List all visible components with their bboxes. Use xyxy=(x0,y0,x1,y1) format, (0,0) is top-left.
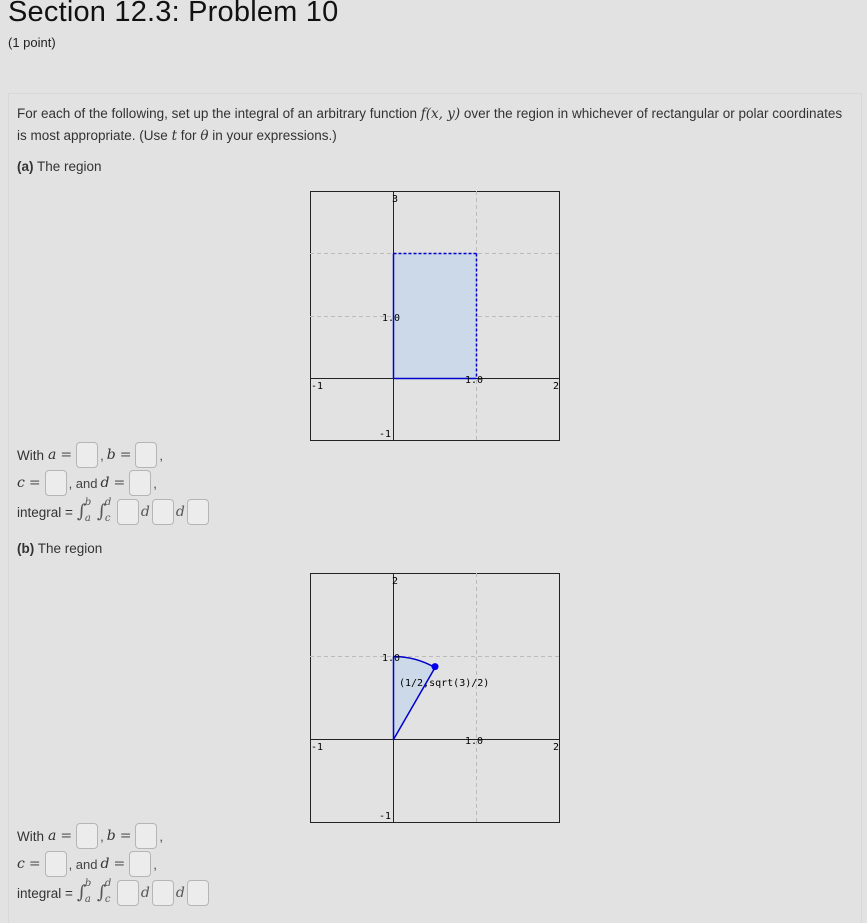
a-label-ymin: -1 xyxy=(379,429,392,440)
a-input-a[interactable] xyxy=(76,442,98,468)
intro-t-var: t xyxy=(171,128,178,144)
a-label-xmax: 2 xyxy=(553,381,560,392)
b-input-d[interactable] xyxy=(129,851,151,877)
a-input-diff-2[interactable] xyxy=(187,499,209,525)
a-label-ytop: 3 xyxy=(392,194,399,205)
a-var-d: d xyxy=(100,475,110,491)
b-var-b: b xyxy=(106,828,116,844)
page-title: Section 12.3: Problem 10 xyxy=(8,0,339,28)
a-label-xright: 1.0 xyxy=(465,375,484,386)
b-input-integrand[interactable] xyxy=(117,880,139,906)
b-and-text: , and xyxy=(68,856,98,872)
b-integral-label: integral = xyxy=(17,885,73,901)
b-diff-2: d xyxy=(175,885,185,901)
a-integral-label: integral = xyxy=(17,504,73,520)
part-a-row-ab: With a = , b = , xyxy=(17,442,166,468)
a-input-diff-1[interactable] xyxy=(152,499,174,525)
intro-function: f(x, y) xyxy=(420,106,461,122)
a-diff-2: d xyxy=(175,504,185,520)
part-b-point xyxy=(432,663,439,670)
part-a-region xyxy=(394,254,477,379)
part-b-row-integral xyxy=(17,879,209,907)
a-input-b[interactable] xyxy=(135,442,157,468)
part-a-row-integral xyxy=(17,498,209,526)
part-b-letter: (b) xyxy=(17,541,35,556)
part-b-row-cd: c = , and d = , xyxy=(17,851,160,877)
part-a-text: The region xyxy=(37,159,102,174)
b-label-xmin: -1 xyxy=(311,742,324,753)
part-a-label xyxy=(17,159,102,174)
a-diff-1: d xyxy=(140,504,150,520)
part-b-text: The region xyxy=(37,541,103,556)
a-integral-outer: ∫ b a xyxy=(76,497,92,524)
b-input-c[interactable] xyxy=(45,851,67,877)
intro-text-3: for xyxy=(180,128,197,143)
b-var-a: a xyxy=(48,828,57,844)
part-b-graph xyxy=(310,573,560,823)
intro-theta-var: θ xyxy=(200,128,209,144)
b-integral-outer: ∫ b a xyxy=(76,878,92,905)
a-integral-inner: ∫ d c xyxy=(96,497,112,524)
b-diff-1: d xyxy=(140,885,150,901)
problem-statement xyxy=(17,103,847,147)
intro-text-2: over the region in whichever of rectangular or polar coordinates is most appropriate. (Use xyxy=(17,106,843,143)
b-point-label: (1/2,sqrt(3)/2) xyxy=(399,678,490,689)
b-label-xmax: 2 xyxy=(553,742,560,753)
part-a-letter: (a) xyxy=(17,159,34,174)
a-label-ymid: 1.0 xyxy=(382,313,401,324)
b-label-xright: 1.0 xyxy=(465,736,484,747)
a-with-text: With xyxy=(17,447,44,463)
b-input-a[interactable] xyxy=(76,823,98,849)
part-b-label xyxy=(17,541,102,556)
part-b-row-ab: With a = , b = , xyxy=(17,823,166,849)
b-var-d: d xyxy=(100,856,110,872)
b-input-b[interactable] xyxy=(135,823,157,849)
a-var-a: a xyxy=(48,447,57,463)
a-input-integrand[interactable] xyxy=(117,499,139,525)
b-integral-inner: ∫ d c xyxy=(96,878,112,905)
a-var-c: c xyxy=(17,475,25,491)
a-input-d[interactable] xyxy=(129,470,151,496)
part-a-row-cd: c = , and d = , xyxy=(17,470,160,496)
b-label-ymid: 1.0 xyxy=(382,653,401,664)
b-input-diff-2[interactable] xyxy=(187,880,209,906)
point-value: (1 point) xyxy=(8,35,56,50)
a-label-xmin: -1 xyxy=(311,381,324,392)
part-a-graph xyxy=(310,191,560,441)
b-label-ytop: 2 xyxy=(392,576,399,587)
b-input-diff-1[interactable] xyxy=(152,880,174,906)
b-var-c: c xyxy=(17,856,25,872)
a-var-b: b xyxy=(106,447,116,463)
intro-text-4: in your expressions.) xyxy=(212,128,337,143)
a-input-c[interactable] xyxy=(45,470,67,496)
intro-text-1: For each of the following, set up the integral of an arbitrary function xyxy=(17,106,417,121)
b-label-ymin: -1 xyxy=(379,811,392,822)
b-with-text: With xyxy=(17,828,44,844)
a-and-text: , and xyxy=(68,475,98,491)
